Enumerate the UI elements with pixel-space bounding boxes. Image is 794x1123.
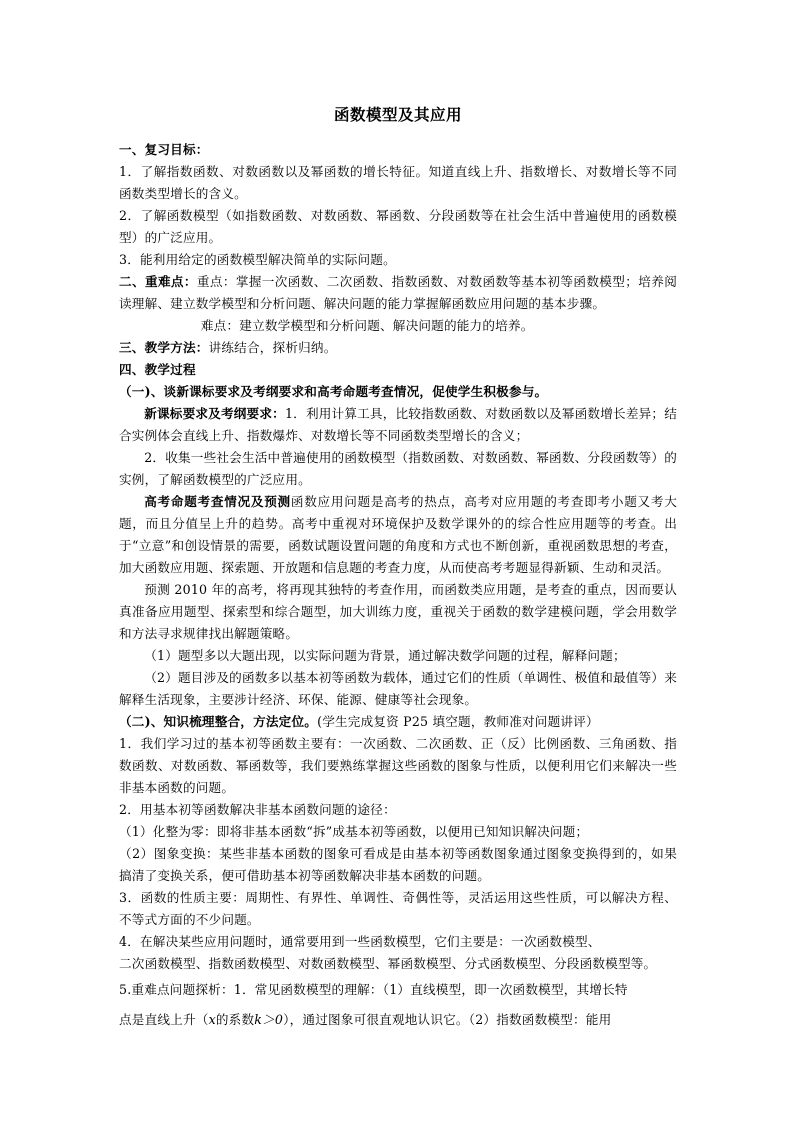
subsection-2-heading: （二)、知识梳理整合，方法定位。 <box>119 714 318 729</box>
paragraph: 3．能利用给定的函数模型解决简单的实际问题。 <box>119 252 396 267</box>
paragraph: 5.重难点问题探析：1．常见函数模型的理解：（1）直线模型，即一次函数模型，其增长特 <box>119 982 628 997</box>
section-3 <box>119 337 677 359</box>
paragraph: 重点：掌握一次函数、二次函数、指数函数、对数函数等基本初等函数模型；培养阅读理解、建立数学模型和分析问题、解决问题的能力掌握解函数应用问题的基本步骤。 <box>119 274 677 311</box>
paragraph <box>119 403 677 447</box>
paragraph: 2．了解函数模型（如指数函数、对数函数、幂函数、分段函数等在社会生活中普遍使用的函数模型）的广泛应用。 <box>119 208 677 245</box>
paragraph: （1）化整为零：即将非基本函数“拆”成基本初等函数，以便用已知知识解决问题； <box>119 824 589 839</box>
paragraph: （1）题型多以大题出现，以实际问题为背景，通过解决数学问题的过程，解释问题； <box>144 648 626 663</box>
document-title: 函数模型及其应用 <box>333 105 462 124</box>
paragraph: 4．在解决某些应用问题时，通常要用到一些函数模型，它们主要是：一次函数模型、 <box>119 934 601 949</box>
subsection-1-heading: （一)、谈新课标要求及考纲要求和高考命题考查情况，促使学生积极参与。 <box>119 384 548 399</box>
inline-heading: 高考命题考查情况及预测 <box>144 494 291 509</box>
section-3-heading: 三、教学方法： <box>119 340 209 355</box>
paragraph: （2）题目涉及的函数多以基本初等函数为载体，通过它们的性质（单调性、极值和最值等）来解释生活现象，主要涉计经济、环保、能源、健康等社会现象。 <box>119 670 677 707</box>
paragraph-text: ），通过图象可很直观地认识它。（2）指数函数模型：能用 <box>283 1012 612 1027</box>
paragraph <box>119 491 677 579</box>
paragraph: （2）图象变换：某些非基本函数的图象可看成是由基本初等函数图象通过图象变换得到的，如果搞清了变换关系，便可借助基本初等函数解决非基本函数的问题。 <box>119 846 677 883</box>
paragraph: 1．我们学习过的基本初等函数主要有：一次函数、二次函数、正（反）比例函数、三角函数、指数函数、对数函数、幂函数等，我们要熟练掌握这些函数的图象与性质，以便利用它们来解决一些非基本函数的问题。 <box>119 736 677 795</box>
section-2 <box>119 271 677 315</box>
document-body <box>119 104 677 1035</box>
paragraph <box>119 1005 677 1035</box>
paragraph: 预测 2010 年的高考，将再现其独特的考查作用，而函数类应用题，是考查的重点，因而要认真准备应用题型、探索型和综合题型，加大训练力度，重视关于函数的数学建模问题，学会用数学和方法寻求规律找出解题策略。 <box>119 582 677 641</box>
paragraph-text: 1．利用计算工具，比较指数函数、对数函数以及幂函数增长差异；结合实例体会直线上升、指数爆炸、对数增长等不同函数类型增长的含义； <box>119 406 677 443</box>
paragraph: 二次函数模型、指数函数模型、对数函数模型、幂函数模型、分式函数模型、分段函数模型等。 <box>119 956 657 971</box>
math-variable-x: x <box>208 1012 216 1027</box>
paragraph-text: 函数应用问题是高考的热点，高考对应用题的考查即考小题又考大题，而且分值呈上升的趋势。高考中重视对环境保护及数学课外的的综合性应用题等的考查。出于“立意”和创设情景的需要，函数试题设置问题的角度和方式也不断创新，重视函数思想的考查，加大函数应用题、探索题、开放题和信息题的考查力度，从而使高考考题显得新颖、生动和灵活。 <box>119 494 677 575</box>
section-1-heading: 一、复习目标： <box>119 142 209 157</box>
paragraph-text: 的系数 <box>215 1012 255 1027</box>
paragraph: 2．收集一些社会生活中普遍使用的函数模型（指数函数、对数函数、幂函数、分段函数等）的实例，了解函数模型的广泛应用。 <box>119 450 677 487</box>
subsection-2 <box>119 711 677 733</box>
section-2-heading: 二、重难点： <box>119 274 197 289</box>
paragraph: 讲练结合，探析归纳。 <box>208 340 337 355</box>
inline-heading: 新课标要求及考纲要求： <box>144 406 285 421</box>
paragraph: 1．了解指数函数、对数函数以及幂函数的增长特征。知道直线上升、指数增长、对数增长等不同函数类型增长的含义。 <box>119 164 677 201</box>
paragraph: 3．函数的性质主要：周期性、有界性、单调性、奇偶性等，灵活运用这些性质，可以解决方程、不等式方面的不少问题。 <box>119 890 677 927</box>
subsection-2-note: (学生完成复资 P25 填空题，教师准对问题讲评） <box>317 714 599 729</box>
paragraph-text: 点是直线上升（ <box>119 1012 209 1027</box>
section-4-heading: 四、教学过程 <box>119 362 196 377</box>
paragraph: 2．用基本初等函数解决非基本函数问题的途径： <box>119 802 396 817</box>
paragraph: 难点：建立数学模型和分析问题、解决问题的能力的培养。 <box>200 318 534 333</box>
math-expression: k＞0 <box>254 1012 284 1027</box>
